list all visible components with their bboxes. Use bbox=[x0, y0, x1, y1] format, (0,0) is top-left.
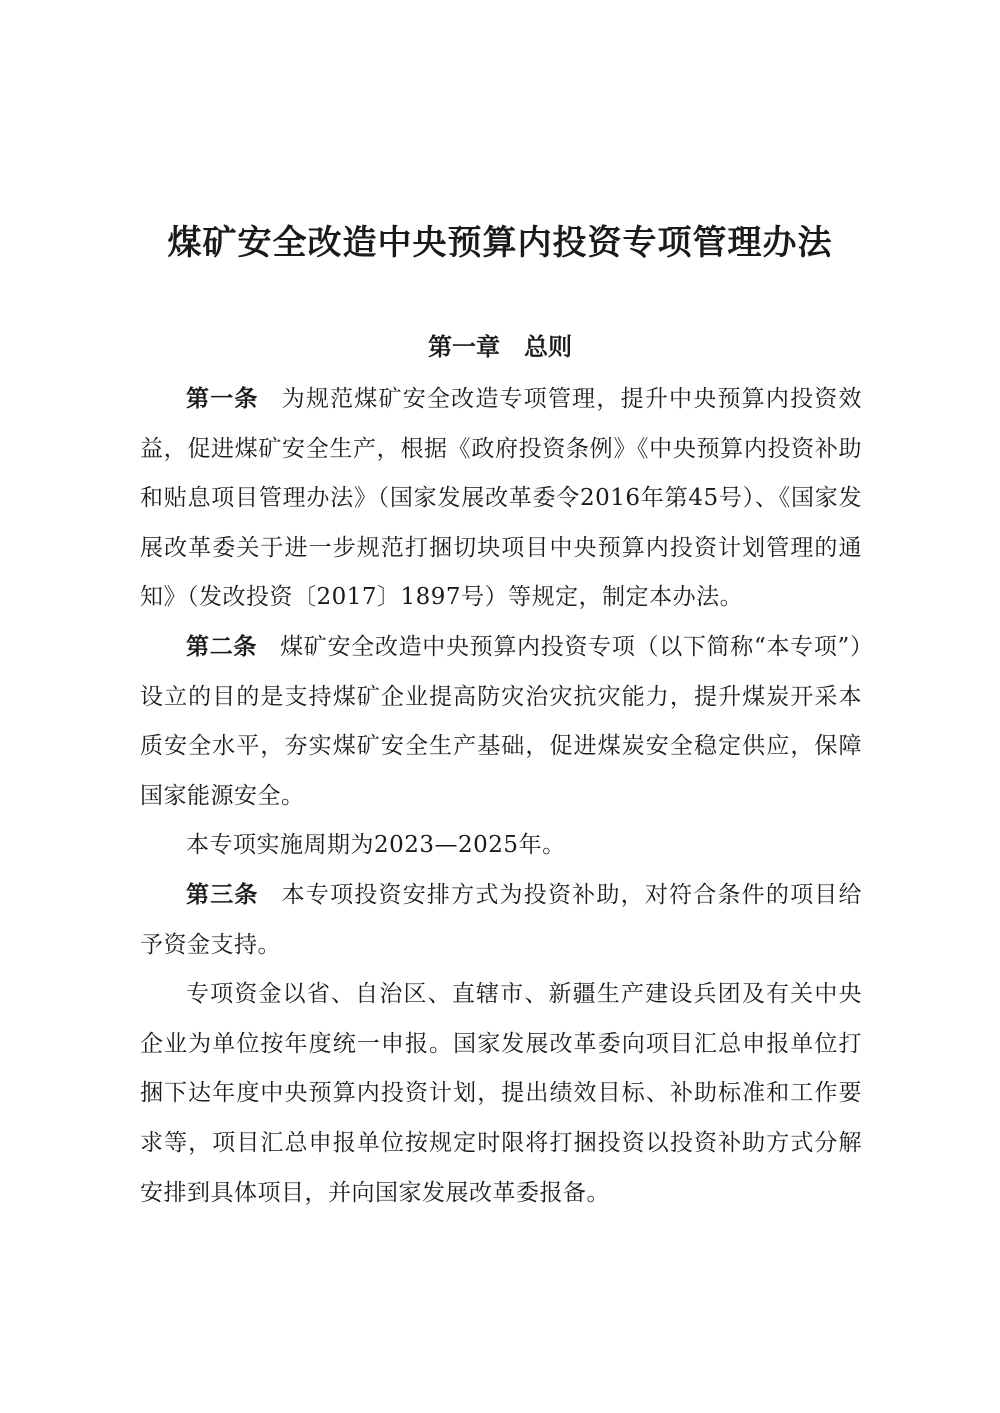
document-body bbox=[140, 375, 862, 1218]
paragraph-text: 本专项实施周期为2023—2025年。 bbox=[186, 832, 566, 859]
paragraph-text: 专项资金以省、自治区、直辖市、新疆生产建设兵团及有关中央企业为单位按年度统一申报。国家发展改革委向项目汇总申报单位打捆下达年度中央预算内投资计划，提出绩效目标、补助标准和工作要求等，项目汇总申报单位按规定时限将打捆投资以投资补助方式分解安排到具体项目，并向国家发展改革委报备。 bbox=[140, 981, 862, 1206]
chapter-heading: 第一章 总则 bbox=[428, 333, 572, 361]
article-text: 煤矿安全改造中央预算内投资专项（以下简称“本专项”）设立的目的是支持煤矿企业提高防灾治灾抗灾能力，提升煤炭开采本质安全水平，夯实煤矿安全生产基础，促进煤炭安全稳定供应，保障国家能源安全。 bbox=[140, 633, 862, 809]
paragraph-article-3 bbox=[140, 871, 862, 970]
article-text: 为规范煤矿安全改造专项管理，提升中央预算内投资效益，促进煤矿安全生产，根据《政府投资条例》《中央预算内投资补助和贴息项目管理办法》（国家发展改革委令2016年第45号）、《国家发展改革委关于进一步规范打捆切块项目中央预算内投资计划管理的通知》（发改投资〔2017〕1897号）等规定，制定本办法。 bbox=[140, 386, 863, 611]
article-number: 第三条 bbox=[186, 881, 259, 908]
paragraph-period bbox=[140, 821, 862, 871]
article-number: 第一条 bbox=[186, 386, 259, 412]
article-number: 第二条 bbox=[186, 633, 258, 660]
paragraph-article-2 bbox=[140, 623, 862, 821]
article-text: 本专项投资安排方式为投资补助，对符合条件的项目给予资金支持。 bbox=[140, 881, 863, 958]
paragraph-funding bbox=[140, 970, 862, 1218]
paragraph-article-1 bbox=[140, 375, 862, 623]
document-title: 煤矿安全改造中央预算内投资专项管理办法 bbox=[167, 223, 833, 263]
